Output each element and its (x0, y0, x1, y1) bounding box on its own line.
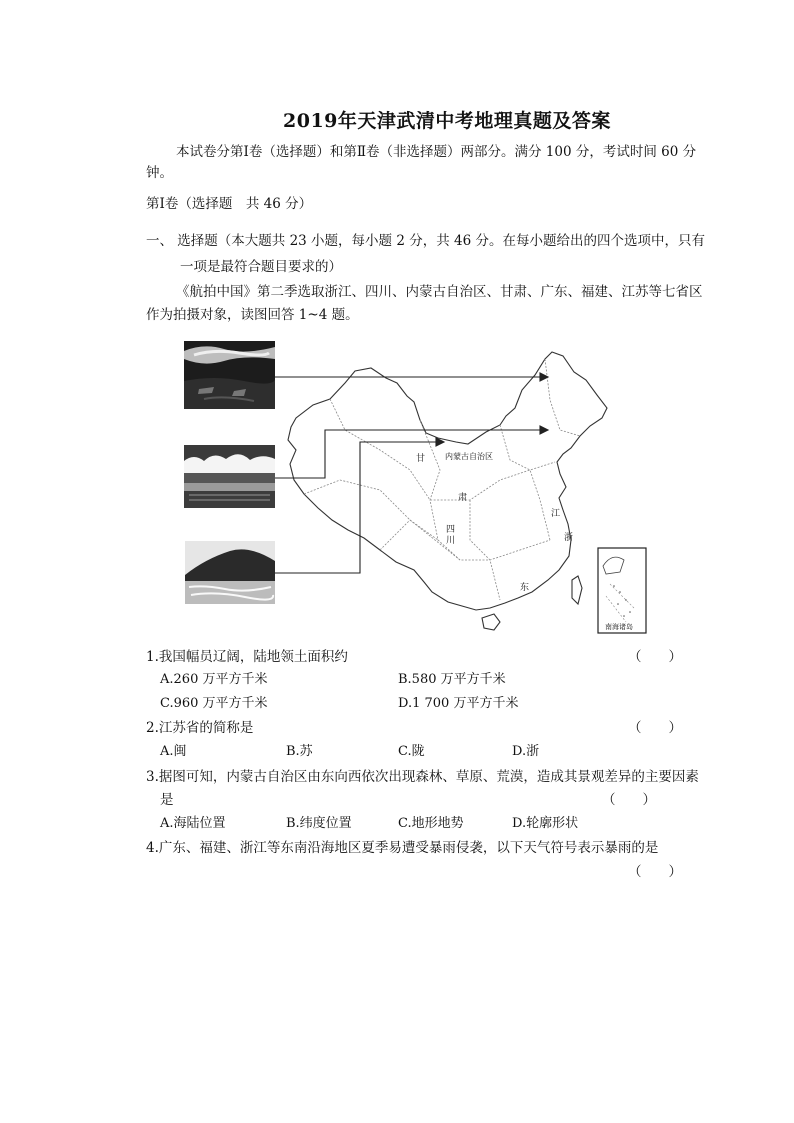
question-3-option-b[interactable]: B.纬度位置 (286, 816, 352, 831)
arrow-photo-2 (275, 430, 540, 478)
question-2-option-c[interactable]: C.陇 (398, 744, 425, 759)
question-2-option-b[interactable]: B.苏 (286, 744, 313, 759)
question-1-option-a[interactable]: A.260 万平方千米 (160, 672, 268, 687)
question-3-stem: 3.据图可知，内蒙古自治区由东向西依次出现森林、草原、荒漠，造成其景观差异的主要因素 (146, 769, 699, 785)
question-3-option-d[interactable]: D.轮廓形状 (512, 816, 579, 831)
question-1-answer-blank[interactable]: （ ） (628, 649, 682, 665)
question-4-answer-blank[interactable]: （ ） (628, 864, 682, 880)
map-label-neimenggu: 内蒙古自治区 (445, 452, 493, 461)
question-2-answer-blank[interactable]: （ ） (628, 720, 682, 736)
part-instruction-2: 一项是最符合题目要求的） (180, 259, 342, 275)
question-2-option-a[interactable]: A.闽 (160, 744, 187, 759)
map-label-zhe: 浙 (564, 533, 574, 543)
question-1-option-d[interactable]: D.1 700 万平方千米 (398, 696, 519, 711)
page-title: 2019年天津武清中考地理真题及答案 (283, 110, 611, 132)
question-2-option-d[interactable]: D.浙 (512, 744, 540, 759)
section-heading: 第Ⅰ卷（选择题 共 46 分） (146, 196, 313, 212)
question-1-option-b[interactable]: B.580 万平方千米 (398, 672, 506, 687)
china-outline (288, 352, 607, 610)
question-1-option-c[interactable]: C.960 万平方千米 (160, 696, 268, 711)
question-3-option-a[interactable]: A.海陆位置 (160, 816, 226, 831)
intro-line-2: 钟。 (146, 165, 173, 181)
passage-line-2: 作为拍摄对象，读图回答 1~4 题。 (146, 307, 359, 323)
question-1-stem: 1.我国幅员辽阔，陆地领土面积约 (146, 649, 348, 665)
question-3-stem-continued: 是 (160, 792, 174, 808)
part-instruction-1: 一、 选择题（本大题共 23 小题，每小题 2 分，共 46 分。在每小题给出的四个选项中，只有 (146, 233, 705, 249)
map-label-dong: 东 (520, 583, 530, 593)
map-label-nanhai: 南海诸岛 (605, 623, 633, 631)
question-4-stem: 4.广东、福建、浙江等东南沿海地区夏季易遭受暴雨侵袭，以下天气符号表示暴雨的是 (146, 840, 659, 856)
question-3-answer-blank[interactable]: （ ） (602, 792, 656, 808)
question-2-stem: 2.江苏省的简称是 (146, 720, 254, 736)
question-3-option-c[interactable]: C.地形地势 (398, 816, 464, 831)
nanhai-inset-box (598, 548, 646, 633)
intro-line-1: 本试卷分第Ⅰ卷（选择题）和第Ⅱ卷（非选择题）两部分。满分 100 分，考试时间 60 分 (176, 144, 697, 160)
map-label-gan: 甘 (416, 454, 426, 464)
map-label-su: 肃 (458, 493, 468, 503)
map-label-sichuan: 四川 (446, 525, 456, 546)
passage-line-1: 《航拍中国》第二季选取浙江、四川、内蒙古自治区、甘肃、广东、福建、江苏等七省区 (176, 284, 703, 300)
taiwan-outline (572, 576, 582, 604)
arrow-photo-3 (275, 442, 438, 573)
map-label-jiang: 江 (551, 509, 561, 519)
hainan-outline (482, 614, 500, 630)
